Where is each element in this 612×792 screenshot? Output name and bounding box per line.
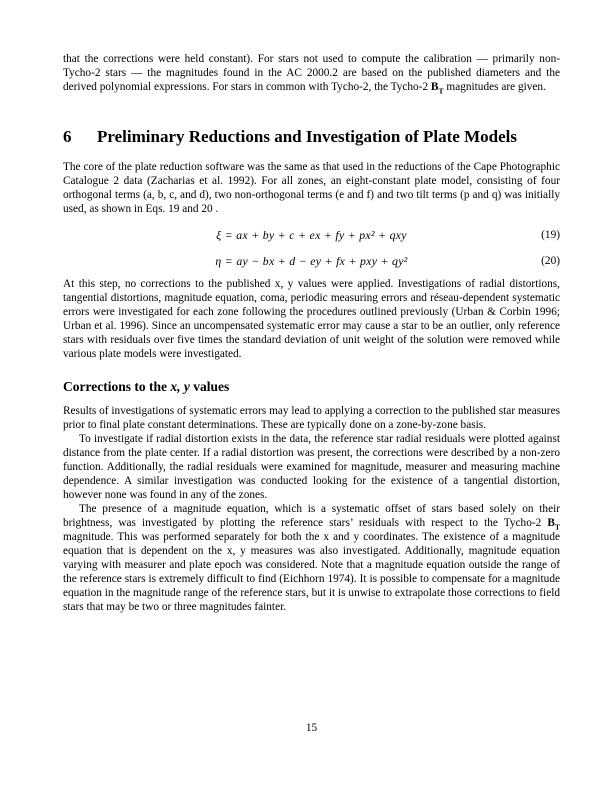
equation-20 [63,254,560,269]
equation-19-body: ξ = ax + by + c + ex + fy + px² + qxy [216,228,407,242]
paragraph-magnitude-text-end: magnitude. This was performed separately for both the x and y coordinates. The existence of a magnitude equation that is dependent on the x, y measures was also investigated. Additionally, magnitude equation varying with measurer and plate epoch was considered. Note that a magnitude equation outside the range of the reference stars is extremely difficult to find (Eichhorn 1974). It is possible to compensate for a magnitude equation in the magnitude range of the reference stars, but it is unwise to extrapolate those corrections to field stars that may be two or three magnitudes fainter. [63,531,560,613]
paragraph-continuation-text-end: magnitudes are given. [443,81,546,93]
section-title: Preliminary Reductions and Investigation of Plate Models [97,127,517,146]
equation-20-body: η = ay − bx + d − ey + fx + pxy + qy² [215,254,408,268]
paragraph-investigations: At this step, no corrections to the published x, y values were applied. Investigations of radial distortions, tangential distortions, magnitude equation, coma, periodic measuring errors and réseau-dependent systematic errors were investigated for each zone following the procedures outlined previously (Urban & Corbin 1996; Urban et al. 1996). Since an uncompensated systematic error may cause a star to be an outlier, only reference stars with residuals over five times the standard deviation of unit weight of the solution were removed while various plate models were investigated. [63,278,560,360]
subsection-heading [63,379,560,395]
section-number: 6 [63,127,72,146]
paragraph-results: Results of investigations of systematic errors may lead to applying a correction to the published star measures prior to final plate constant determinations. These are typically done on a zone-by-zone basis. [63,405,560,431]
subsection-suffix: values [189,379,230,394]
subsection-prefix: Corrections to the [63,379,171,394]
paragraph-magnitude-equation [63,502,560,614]
paragraph-magnitude-text: The presence of a magnitude equation, which is a systematic offset of stars based solely on their brightness, was investigated by plotting the reference stars’ residuals with respect to the Tycho-2 [63,503,560,529]
equation-19 [63,228,560,243]
equation-19-number: (19) [541,229,560,241]
section-heading [63,126,560,147]
bt-magnitude-symbol: $B_T$ [547,517,560,532]
page-number: 15 [305,722,318,734]
bt-magnitude-symbol: $B_T$ [430,81,444,96]
paragraph-radial-distortion: To investigate if radial distortion exists in the data, the reference star radial residuals were plotted against distance from the plate center. If a radial distortion was present, the corrections were described by a non-zero function. Additionally, the radial residuals were examined for magnitude, measurer and measuring machine dependence. A similar investigation was conducted looking for the existence of a tangential distortion, however none was found in any of the zones. [63,433,560,501]
paragraph-plate-model: The core of the plate reduction software was the same as that used in the reductions of the Cape Photographic Catalogue 2 data (Zacharias et al. 1992). For all zones, an eight-constant plate model, consisting of four orthogonal terms (a, b, c, and d), two non-orthogonal terms (e and f) and two tilt terms (p and q) was initially used, as shown in Eqs. 19 and 20 . [63,161,560,215]
equation-block [63,228,560,269]
paragraph-continuation [63,52,560,94]
equation-20-number: (20) [541,255,560,267]
subsection-math-xy: x, y [170,379,190,394]
paragraph-continuation-text: that the corrections were held constant). For stars not used to compute the calibration — primarily non-Tycho-2 stars — the magnitudes found in the AC 2000.2 are based on the published diameters and the derived polynomial expressions. For stars in common with Tycho-2, the Tycho-2 [63,53,560,93]
